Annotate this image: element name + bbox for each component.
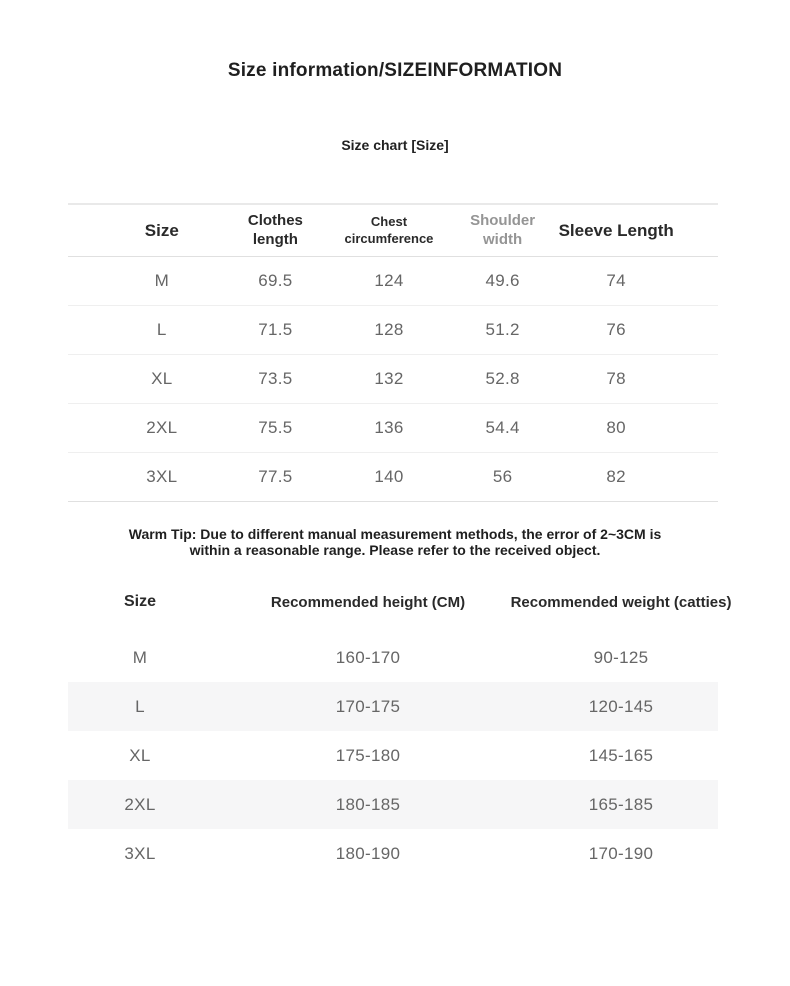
value-cell: 145-165 [588,745,654,765]
warm-tip [85,526,705,558]
value-cell: 140 [374,467,404,486]
value-cell: 128 [374,320,404,339]
size-table-row-3xl [68,453,718,502]
value-cell: 82 [606,467,626,486]
value-cell: 120-145 [588,696,654,716]
value-cell: 175-180 [335,745,401,765]
size-cell: L [156,320,167,339]
warm-tip-line1: Warm Tip: Due to different manual measurement methods, the error of 2~3CM is [128,526,662,542]
size-cell: XL [129,745,151,765]
column-header-recommended-weight: Recommended weight (catties) [510,593,732,611]
value-cell: 77.5 [258,467,293,486]
size-cell: 3XL [146,467,178,486]
size-information-page [0,58,790,986]
size-cell: 2XL [124,794,156,814]
size-cell: M [154,271,170,290]
value-cell: 71.5 [258,320,293,339]
page-title: Size information/SIZEINFORMATION [227,60,563,81]
value-cell: 69.5 [258,271,293,290]
value-cell: 160-170 [335,647,401,667]
value-cell: 165-185 [588,794,654,814]
column-header-recommended-height: Recommended height (CM) [270,593,466,611]
column-header-size: Size [144,220,179,240]
value-cell: 136 [374,418,404,437]
value-cell: 56 [492,467,513,486]
warm-tip-line2: within a reasonable range. Please refer to the received object. [189,542,601,558]
value-cell: 180-185 [335,794,401,814]
value-cell: 170-175 [335,696,401,716]
size-chart-subtitle: Size chart [Size] [341,137,449,153]
value-cell: 124 [374,271,404,290]
size-cell: L [135,696,145,716]
value-cell: 78 [606,369,626,388]
fit-table-header [68,580,732,624]
value-cell: 49.6 [485,271,520,290]
size-table [68,203,718,502]
size-cell: M [132,647,148,667]
value-cell: 132 [374,369,404,388]
value-cell: 51.2 [485,320,520,339]
column-header-size: Size [123,593,156,610]
value-cell: 75.5 [258,418,293,437]
fit-table-row-xl [68,731,718,780]
size-table-row-m [68,257,718,306]
column-header-sleeve-length: Sleeve Length [558,220,674,240]
value-cell: 180-190 [335,843,401,863]
size-cell: XL [151,369,173,388]
size-table-row-xl [68,355,718,404]
value-cell: 74 [606,271,626,290]
value-cell: 170-190 [588,843,654,863]
column-header-clothes-length: Clothes length [247,211,303,248]
value-cell: 54.4 [485,418,520,437]
size-table-row-l [68,306,718,355]
size-table-row-2xl [68,404,718,453]
fit-table-row-l [68,682,718,731]
fit-table [68,633,718,878]
fit-table-row-2xl [68,780,718,829]
fit-table-row-m [68,633,718,682]
column-header-chest-circumference: Chest circumference [344,213,434,246]
value-cell: 52.8 [485,369,520,388]
size-cell: 3XL [124,843,156,863]
value-cell: 73.5 [258,369,293,388]
value-cell: 90-125 [593,647,649,667]
size-cell: 2XL [146,418,178,437]
value-cell: 80 [606,418,626,437]
value-cell: 76 [606,320,626,339]
size-table-header [68,205,718,257]
fit-table-row-3xl [68,829,718,878]
column-header-shoulder-width: Shoulder width [470,211,536,248]
